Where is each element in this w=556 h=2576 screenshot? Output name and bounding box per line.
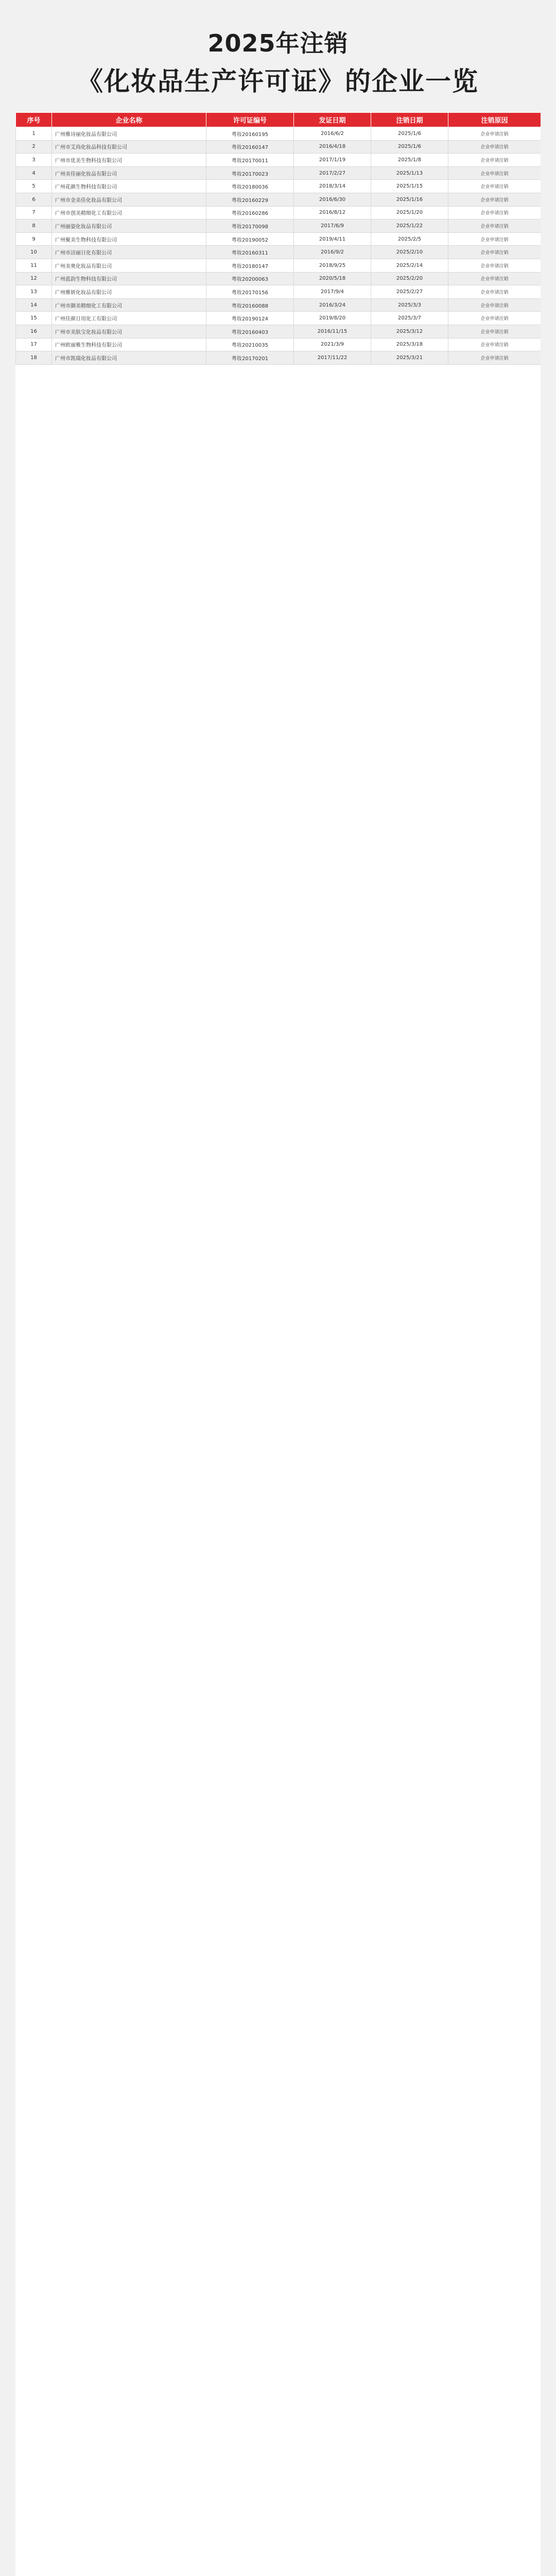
row-cancel-date: 2025/1/6	[371, 140, 448, 154]
row-company: 广州蓝韵生物科技有限公司	[52, 272, 206, 285]
table-row	[16, 325, 541, 338]
row-cancel-date: 2025/2/5	[371, 232, 448, 246]
row-reason: 企业申请注销	[448, 351, 541, 365]
table-body	[16, 127, 541, 365]
row-license: 粤妆20170156	[206, 285, 294, 299]
row-company: 广州市金美佳化妆品有限公司	[52, 193, 206, 206]
row-company: 广州市艾尚化妆品科技有限公司	[52, 140, 206, 154]
row-cancel-date: 2025/2/20	[371, 272, 448, 285]
row-issue-date: 2018/9/25	[294, 259, 371, 272]
row-index: 9	[16, 232, 52, 246]
row-reason: 企业申请注销	[448, 206, 541, 219]
column-header-issue-date: 发证日期	[294, 113, 371, 127]
row-index: 18	[16, 351, 52, 365]
row-index: 2	[16, 140, 52, 154]
row-company: 广州市凯瑞化妆品有限公司	[52, 351, 206, 365]
row-issue-date: 2017/11/22	[294, 351, 371, 365]
row-reason: 企业申请注销	[448, 219, 541, 233]
row-index: 6	[16, 193, 52, 206]
row-cancel-date: 2025/3/3	[371, 298, 448, 312]
row-reason: 企业申请注销	[448, 154, 541, 167]
row-cancel-date: 2025/2/14	[371, 259, 448, 272]
row-index: 13	[16, 285, 52, 299]
row-index: 1	[16, 127, 52, 141]
row-index: 3	[16, 154, 52, 167]
row-license: 粤妆20180036	[206, 180, 294, 193]
row-index: 14	[16, 298, 52, 312]
column-header-company: 企业名称	[52, 113, 206, 127]
page-title-line1: 2025年注销	[207, 29, 349, 57]
table-row	[16, 285, 541, 299]
row-index: 5	[16, 180, 52, 193]
row-cancel-date: 2025/1/16	[371, 193, 448, 206]
row-license: 粤妆20190124	[206, 312, 294, 325]
row-cancel-date: 2025/3/18	[371, 338, 448, 351]
row-reason: 企业申请注销	[448, 325, 541, 338]
row-license: 粤妆20190052	[206, 232, 294, 246]
row-reason: 企业申请注销	[448, 285, 541, 299]
row-license: 粤妆20170201	[206, 351, 294, 365]
table-row	[16, 259, 541, 272]
table-row	[16, 154, 541, 167]
row-issue-date: 2017/1/19	[294, 154, 371, 167]
table-row	[16, 298, 541, 312]
row-issue-date: 2017/6/9	[294, 219, 371, 233]
table-row	[16, 312, 541, 325]
column-header-index: 序号	[16, 113, 52, 127]
row-license: 粤妆20170023	[206, 166, 294, 180]
column-header-cancel-date: 注销日期	[371, 113, 448, 127]
cancellation-table-container	[15, 112, 541, 2576]
row-index: 11	[16, 259, 52, 272]
row-issue-date: 2016/8/12	[294, 206, 371, 219]
table-row	[16, 193, 541, 206]
row-issue-date: 2016/9/2	[294, 246, 371, 259]
row-company: 广州美奥化妆品有限公司	[52, 259, 206, 272]
row-cancel-date: 2025/1/8	[371, 154, 448, 167]
row-license: 粤妆20170098	[206, 219, 294, 233]
row-license: 粤妆20210035	[206, 338, 294, 351]
row-reason: 企业申请注销	[448, 140, 541, 154]
row-license: 粤妆20160286	[206, 206, 294, 219]
table-row	[16, 219, 541, 233]
table-row	[16, 272, 541, 285]
row-issue-date: 2018/3/14	[294, 180, 371, 193]
column-header-license: 许可证编号	[206, 113, 294, 127]
row-issue-date: 2016/11/15	[294, 325, 371, 338]
table-row	[16, 246, 541, 259]
cancellation-table	[15, 112, 541, 365]
row-cancel-date: 2025/2/27	[371, 285, 448, 299]
row-reason: 企业申请注销	[448, 298, 541, 312]
row-cancel-date: 2025/1/15	[371, 180, 448, 193]
row-license: 粤妆20160147	[206, 140, 294, 154]
row-company: 广州花颜生物科技有限公司	[52, 180, 206, 193]
row-company: 广州市创美精细化工有限公司	[52, 206, 206, 219]
table-row	[16, 140, 541, 154]
row-index: 4	[16, 166, 52, 180]
row-license: 粤妆20160229	[206, 193, 294, 206]
row-license: 粤妆20160403	[206, 325, 294, 338]
table-row	[16, 351, 541, 365]
table-row	[16, 127, 541, 141]
row-issue-date: 2020/5/18	[294, 272, 371, 285]
row-index: 8	[16, 219, 52, 233]
row-issue-date: 2021/3/9	[294, 338, 371, 351]
row-company: 广州雅诗丽化妆品有限公司	[52, 127, 206, 141]
row-issue-date: 2017/2/27	[294, 166, 371, 180]
row-issue-date: 2019/4/11	[294, 232, 371, 246]
row-issue-date: 2016/6/2	[294, 127, 371, 141]
row-cancel-date: 2025/1/20	[371, 206, 448, 219]
page-title-line2: 《化妆品生产许可证》的企业一览	[77, 66, 479, 96]
row-cancel-date: 2025/3/7	[371, 312, 448, 325]
row-reason: 企业申请注销	[448, 193, 541, 206]
row-reason: 企业申请注销	[448, 259, 541, 272]
row-license: 粤妆20160311	[206, 246, 294, 259]
row-cancel-date: 2025/1/22	[371, 219, 448, 233]
row-company: 广州市优美生物科技有限公司	[52, 154, 206, 167]
row-license: 粤妆20180147	[206, 259, 294, 272]
row-issue-date: 2016/4/18	[294, 140, 371, 154]
row-reason: 企业申请注销	[448, 180, 541, 193]
row-reason: 企业申请注销	[448, 338, 541, 351]
page-header	[0, 0, 556, 112]
row-company: 广州美佳丽化妆品有限公司	[52, 166, 206, 180]
row-company: 广州市御美精细化工有限公司	[52, 298, 206, 312]
row-company: 广州市美肤宝化妆品有限公司	[52, 325, 206, 338]
table-header-row	[16, 113, 541, 127]
row-license: 粤妆20160088	[206, 298, 294, 312]
row-cancel-date: 2025/2/10	[371, 246, 448, 259]
row-index: 10	[16, 246, 52, 259]
column-header-reason: 注销原因	[448, 113, 541, 127]
row-index: 7	[16, 206, 52, 219]
row-company: 广州欧丽雅生物科技有限公司	[52, 338, 206, 351]
row-company: 广州丽姿化妆品有限公司	[52, 219, 206, 233]
row-reason: 企业申请注销	[448, 272, 541, 285]
row-company: 广州佳颜日用化工有限公司	[52, 312, 206, 325]
row-license: 粤妆20160195	[206, 127, 294, 141]
row-issue-date: 2017/9/4	[294, 285, 371, 299]
row-cancel-date: 2025/3/21	[371, 351, 448, 365]
row-issue-date: 2016/6/30	[294, 193, 371, 206]
row-cancel-date: 2025/3/12	[371, 325, 448, 338]
row-license: 粤妆20170011	[206, 154, 294, 167]
row-index: 16	[16, 325, 52, 338]
row-index: 15	[16, 312, 52, 325]
table-row	[16, 338, 541, 351]
row-company: 广州市洁丽日化有限公司	[52, 246, 206, 259]
row-company: 广州雅妍化妆品有限公司	[52, 285, 206, 299]
row-index: 12	[16, 272, 52, 285]
table-row	[16, 206, 541, 219]
row-reason: 企业申请注销	[448, 232, 541, 246]
row-reason: 企业申请注销	[448, 246, 541, 259]
table-row	[16, 180, 541, 193]
row-reason: 企业申请注销	[448, 127, 541, 141]
row-issue-date: 2019/8/20	[294, 312, 371, 325]
row-index: 17	[16, 338, 52, 351]
row-cancel-date: 2025/1/13	[371, 166, 448, 180]
row-cancel-date: 2025/1/6	[371, 127, 448, 141]
row-company: 广州聚美生物科技有限公司	[52, 232, 206, 246]
row-issue-date: 2016/3/24	[294, 298, 371, 312]
row-license: 粤妆20200063	[206, 272, 294, 285]
row-reason: 企业申请注销	[448, 312, 541, 325]
row-reason: 企业申请注销	[448, 166, 541, 180]
table-row	[16, 166, 541, 180]
table-row	[16, 232, 541, 246]
